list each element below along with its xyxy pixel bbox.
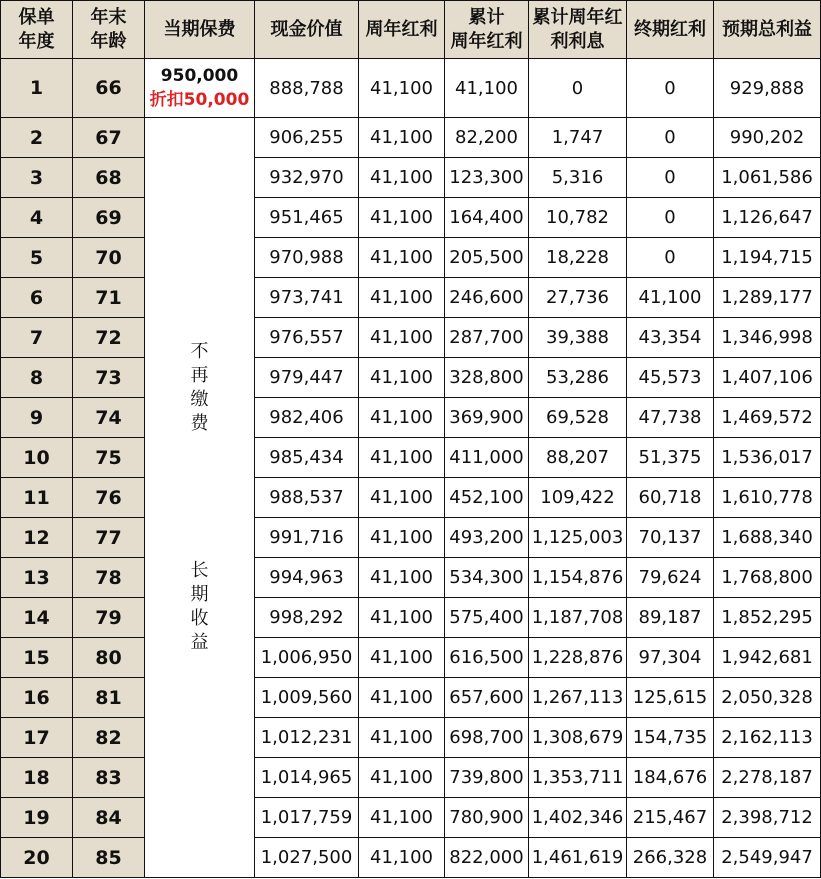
policy-year-cell: 8 bbox=[1, 358, 73, 398]
annual-bonus-cell: 41,100 bbox=[359, 558, 445, 598]
cumulative-bonus-cell: 698,700 bbox=[445, 718, 529, 758]
total-benefit-cell: 1,852,295 bbox=[714, 598, 821, 638]
cumulative-bonus-cell: 739,800 bbox=[445, 758, 529, 798]
age-cell: 81 bbox=[73, 678, 145, 718]
age-cell: 66 bbox=[73, 59, 145, 118]
total-benefit-cell: 1,407,106 bbox=[714, 358, 821, 398]
annual-bonus-cell: 41,100 bbox=[359, 238, 445, 278]
terminal-bonus-cell: 0 bbox=[627, 59, 714, 118]
cash-value-cell: 973,741 bbox=[255, 278, 359, 318]
total-benefit-cell: 1,610,778 bbox=[714, 478, 821, 518]
header-cash-value bbox=[255, 1, 359, 59]
total-benefit-cell: 1,942,681 bbox=[714, 638, 821, 678]
cumulative-bonus-cell: 287,700 bbox=[445, 318, 529, 358]
cash-value-cell: 982,406 bbox=[255, 398, 359, 438]
cumulative-interest-cell: 5,316 bbox=[529, 158, 627, 198]
table-row bbox=[1, 598, 821, 638]
age-cell: 70 bbox=[73, 238, 145, 278]
cash-value-cell: 985,434 bbox=[255, 438, 359, 478]
header-cum-bonus-interest bbox=[529, 1, 627, 59]
policy-year-cell: 4 bbox=[1, 198, 73, 238]
header-row bbox=[1, 1, 821, 59]
terminal-bonus-cell: 184,676 bbox=[627, 758, 714, 798]
header-line: 周年红利 bbox=[365, 18, 438, 40]
terminal-bonus-cell: 0 bbox=[627, 238, 714, 278]
header-line: 现金价值 bbox=[270, 18, 343, 40]
age-cell: 72 bbox=[73, 318, 145, 358]
total-benefit-cell: 1,289,177 bbox=[714, 278, 821, 318]
cash-value-cell: 970,988 bbox=[255, 238, 359, 278]
total-benefit-cell: 1,688,340 bbox=[714, 518, 821, 558]
terminal-bonus-cell: 215,467 bbox=[627, 798, 714, 838]
age-cell: 69 bbox=[73, 198, 145, 238]
header-line: 利利息 bbox=[550, 30, 605, 52]
cumulative-bonus-cell: 452,100 bbox=[445, 478, 529, 518]
annual-bonus-cell: 41,100 bbox=[359, 318, 445, 358]
age-cell: 73 bbox=[73, 358, 145, 398]
note-char: 再 bbox=[190, 365, 209, 386]
cumulative-interest-cell: 1,402,346 bbox=[529, 798, 627, 838]
annual-bonus-cell: 41,100 bbox=[359, 358, 445, 398]
age-cell: 85 bbox=[73, 838, 145, 878]
cash-value-cell: 979,447 bbox=[255, 358, 359, 398]
terminal-bonus-cell: 125,615 bbox=[627, 678, 714, 718]
table-row bbox=[1, 358, 821, 398]
age-cell: 71 bbox=[73, 278, 145, 318]
table-row bbox=[1, 638, 821, 678]
terminal-bonus-cell: 97,304 bbox=[627, 638, 714, 678]
cumulative-bonus-cell: 657,600 bbox=[445, 678, 529, 718]
table-row bbox=[1, 278, 821, 318]
annual-bonus-cell: 41,100 bbox=[359, 59, 445, 118]
cash-value-cell: 932,970 bbox=[255, 158, 359, 198]
cumulative-bonus-cell: 123,300 bbox=[445, 158, 529, 198]
policy-year-cell: 9 bbox=[1, 398, 73, 438]
note-text bbox=[145, 340, 254, 655]
annual-bonus-cell: 41,100 bbox=[359, 718, 445, 758]
policy-year-cell: 2 bbox=[1, 118, 73, 158]
table-row bbox=[1, 438, 821, 478]
annual-bonus-cell: 41,100 bbox=[359, 598, 445, 638]
cumulative-interest-cell: 18,228 bbox=[529, 238, 627, 278]
header-line: 年龄 bbox=[90, 30, 127, 52]
cash-value-cell: 1,017,759 bbox=[255, 798, 359, 838]
terminal-bonus-cell: 70,137 bbox=[627, 518, 714, 558]
policy-year-cell: 18 bbox=[1, 758, 73, 798]
cash-value-cell: 976,557 bbox=[255, 318, 359, 358]
total-benefit-cell: 929,888 bbox=[714, 59, 821, 118]
total-benefit-cell: 2,278,187 bbox=[714, 758, 821, 798]
cumulative-bonus-cell: 369,900 bbox=[445, 398, 529, 438]
cash-value-cell: 951,465 bbox=[255, 198, 359, 238]
cumulative-bonus-cell: 328,800 bbox=[445, 358, 529, 398]
total-benefit-cell: 2,398,712 bbox=[714, 798, 821, 838]
policy-year-cell: 14 bbox=[1, 598, 73, 638]
table-row bbox=[1, 518, 821, 558]
terminal-bonus-cell: 0 bbox=[627, 118, 714, 158]
table-row bbox=[1, 59, 821, 118]
table-row bbox=[1, 718, 821, 758]
table-row bbox=[1, 478, 821, 518]
note-char: 不 bbox=[190, 341, 209, 362]
annual-bonus-cell: 41,100 bbox=[359, 518, 445, 558]
cumulative-bonus-cell: 411,000 bbox=[445, 438, 529, 478]
header-terminal-bonus bbox=[627, 1, 714, 59]
note-char: 费 bbox=[190, 413, 209, 434]
terminal-bonus-cell: 154,735 bbox=[627, 718, 714, 758]
annual-bonus-cell: 41,100 bbox=[359, 398, 445, 438]
cumulative-interest-cell: 1,461,619 bbox=[529, 838, 627, 878]
no-further-premium-note bbox=[145, 118, 255, 878]
table-row bbox=[1, 838, 821, 878]
cumulative-interest-cell: 1,228,876 bbox=[529, 638, 627, 678]
premium-amount: 950,000 bbox=[160, 66, 239, 86]
header-age bbox=[73, 1, 145, 59]
table-row bbox=[1, 558, 821, 598]
note-char: 益 bbox=[190, 632, 209, 653]
policy-year-cell: 7 bbox=[1, 318, 73, 358]
terminal-bonus-cell: 47,738 bbox=[627, 398, 714, 438]
total-benefit-cell: 1,346,998 bbox=[714, 318, 821, 358]
cash-value-cell: 1,027,500 bbox=[255, 838, 359, 878]
header-line: 周年红利 bbox=[450, 30, 523, 52]
policy-year-cell: 19 bbox=[1, 798, 73, 838]
policy-year-cell: 13 bbox=[1, 558, 73, 598]
annual-bonus-cell: 41,100 bbox=[359, 758, 445, 798]
total-benefit-cell: 2,549,947 bbox=[714, 838, 821, 878]
header-line: 年末 bbox=[90, 6, 127, 28]
cumulative-interest-cell: 1,125,003 bbox=[529, 518, 627, 558]
total-benefit-cell: 2,162,113 bbox=[714, 718, 821, 758]
cash-value-cell: 888,788 bbox=[255, 59, 359, 118]
annual-bonus-cell: 41,100 bbox=[359, 158, 445, 198]
policy-year-cell: 5 bbox=[1, 238, 73, 278]
cumulative-interest-cell: 1,353,711 bbox=[529, 758, 627, 798]
header-line: 累计周年红 bbox=[532, 6, 623, 28]
cash-value-cell: 906,255 bbox=[255, 118, 359, 158]
cash-value-cell: 998,292 bbox=[255, 598, 359, 638]
cumulative-interest-cell: 109,422 bbox=[529, 478, 627, 518]
table-row bbox=[1, 758, 821, 798]
annual-bonus-cell: 41,100 bbox=[359, 278, 445, 318]
header-line: 累计 bbox=[468, 6, 505, 28]
total-benefit-cell: 1,061,586 bbox=[714, 158, 821, 198]
cumulative-bonus-cell: 246,600 bbox=[445, 278, 529, 318]
table-row bbox=[1, 798, 821, 838]
age-cell: 78 bbox=[73, 558, 145, 598]
cumulative-bonus-cell: 493,200 bbox=[445, 518, 529, 558]
age-cell: 80 bbox=[73, 638, 145, 678]
cumulative-bonus-cell: 616,500 bbox=[445, 638, 529, 678]
policy-year-cell: 17 bbox=[1, 718, 73, 758]
cash-value-cell: 1,006,950 bbox=[255, 638, 359, 678]
age-cell: 75 bbox=[73, 438, 145, 478]
cumulative-interest-cell: 27,736 bbox=[529, 278, 627, 318]
age-cell: 83 bbox=[73, 758, 145, 798]
note-char: 长 bbox=[190, 560, 209, 581]
table-body bbox=[1, 59, 821, 878]
annual-bonus-cell: 41,100 bbox=[359, 798, 445, 838]
total-benefit-cell: 1,194,715 bbox=[714, 238, 821, 278]
terminal-bonus-cell: 79,624 bbox=[627, 558, 714, 598]
table-row bbox=[1, 238, 821, 278]
terminal-bonus-cell: 0 bbox=[627, 158, 714, 198]
total-benefit-cell: 1,126,647 bbox=[714, 198, 821, 238]
total-benefit-cell: 1,768,800 bbox=[714, 558, 821, 598]
cash-value-cell: 988,537 bbox=[255, 478, 359, 518]
cumulative-bonus-cell: 780,900 bbox=[445, 798, 529, 838]
total-benefit-cell: 1,536,017 bbox=[714, 438, 821, 478]
age-cell: 77 bbox=[73, 518, 145, 558]
policy-year-cell: 1 bbox=[1, 59, 73, 118]
cumulative-interest-cell: 1,267,113 bbox=[529, 678, 627, 718]
age-cell: 67 bbox=[73, 118, 145, 158]
policy-year-cell: 16 bbox=[1, 678, 73, 718]
terminal-bonus-cell: 45,573 bbox=[627, 358, 714, 398]
table-row bbox=[1, 398, 821, 438]
premium-cell bbox=[145, 59, 255, 118]
header-premium bbox=[145, 1, 255, 59]
table-row bbox=[1, 118, 821, 158]
cumulative-interest-cell: 1,747 bbox=[529, 118, 627, 158]
cash-value-cell: 1,014,965 bbox=[255, 758, 359, 798]
cumulative-bonus-cell: 534,300 bbox=[445, 558, 529, 598]
terminal-bonus-cell: 51,375 bbox=[627, 438, 714, 478]
terminal-bonus-cell: 266,328 bbox=[627, 838, 714, 878]
cumulative-bonus-cell: 164,400 bbox=[445, 198, 529, 238]
cumulative-interest-cell: 88,207 bbox=[529, 438, 627, 478]
annual-bonus-cell: 41,100 bbox=[359, 638, 445, 678]
terminal-bonus-cell: 89,187 bbox=[627, 598, 714, 638]
cash-value-cell: 991,716 bbox=[255, 518, 359, 558]
cumulative-interest-cell: 0 bbox=[529, 59, 627, 118]
header-total-benefit bbox=[714, 1, 821, 59]
total-benefit-cell: 2,050,328 bbox=[714, 678, 821, 718]
policy-year-cell: 3 bbox=[1, 158, 73, 198]
annual-bonus-cell: 41,100 bbox=[359, 478, 445, 518]
policy-year-cell: 11 bbox=[1, 478, 73, 518]
annual-bonus-cell: 41,100 bbox=[359, 198, 445, 238]
cumulative-interest-cell: 39,388 bbox=[529, 318, 627, 358]
policy-year-cell: 15 bbox=[1, 638, 73, 678]
policy-year-cell: 12 bbox=[1, 518, 73, 558]
cumulative-bonus-cell: 82,200 bbox=[445, 118, 529, 158]
total-benefit-cell: 1,469,572 bbox=[714, 398, 821, 438]
policy-year-cell: 6 bbox=[1, 278, 73, 318]
cumulative-interest-cell: 53,286 bbox=[529, 358, 627, 398]
cumulative-interest-cell: 1,154,876 bbox=[529, 558, 627, 598]
age-cell: 82 bbox=[73, 718, 145, 758]
terminal-bonus-cell: 41,100 bbox=[627, 278, 714, 318]
cumulative-bonus-cell: 822,000 bbox=[445, 838, 529, 878]
age-cell: 84 bbox=[73, 798, 145, 838]
header-line: 保单 bbox=[18, 6, 55, 28]
table-row bbox=[1, 678, 821, 718]
age-cell: 68 bbox=[73, 158, 145, 198]
cash-value-cell: 994,963 bbox=[255, 558, 359, 598]
terminal-bonus-cell: 0 bbox=[627, 198, 714, 238]
cash-value-cell: 1,009,560 bbox=[255, 678, 359, 718]
annual-bonus-cell: 41,100 bbox=[359, 678, 445, 718]
header-annual-bonus bbox=[359, 1, 445, 59]
age-cell: 79 bbox=[73, 598, 145, 638]
note-char: 期 bbox=[190, 584, 209, 605]
premium-discount: 折扣50,000 bbox=[149, 90, 250, 110]
header-line: 预期总利益 bbox=[722, 18, 812, 40]
policy-year-cell: 20 bbox=[1, 838, 73, 878]
age-cell: 76 bbox=[73, 478, 145, 518]
table-row bbox=[1, 318, 821, 358]
terminal-bonus-cell: 60,718 bbox=[627, 478, 714, 518]
note-char: 收 bbox=[190, 608, 209, 629]
terminal-bonus-cell: 43,354 bbox=[627, 318, 714, 358]
table-header bbox=[1, 1, 821, 59]
header-cum-bonus bbox=[445, 1, 529, 59]
policy-year-cell: 10 bbox=[1, 438, 73, 478]
cumulative-interest-cell: 10,782 bbox=[529, 198, 627, 238]
header-line: 年度 bbox=[18, 30, 55, 52]
cumulative-interest-cell: 69,528 bbox=[529, 398, 627, 438]
cumulative-bonus-cell: 41,100 bbox=[445, 59, 529, 118]
total-benefit-cell: 990,202 bbox=[714, 118, 821, 158]
age-cell: 74 bbox=[73, 398, 145, 438]
cash-value-cell: 1,012,231 bbox=[255, 718, 359, 758]
table-row bbox=[1, 158, 821, 198]
cumulative-bonus-cell: 575,400 bbox=[445, 598, 529, 638]
annual-bonus-cell: 41,100 bbox=[359, 438, 445, 478]
note-char: 缴 bbox=[190, 389, 209, 410]
cumulative-interest-cell: 1,308,679 bbox=[529, 718, 627, 758]
annual-bonus-cell: 41,100 bbox=[359, 118, 445, 158]
table-row bbox=[1, 198, 821, 238]
header-line: 终期红利 bbox=[634, 18, 706, 40]
cumulative-interest-cell: 1,187,708 bbox=[529, 598, 627, 638]
header-line: 当期保费 bbox=[163, 18, 236, 40]
header-policy-year bbox=[1, 1, 73, 59]
annual-bonus-cell: 41,100 bbox=[359, 838, 445, 878]
cumulative-bonus-cell: 205,500 bbox=[445, 238, 529, 278]
